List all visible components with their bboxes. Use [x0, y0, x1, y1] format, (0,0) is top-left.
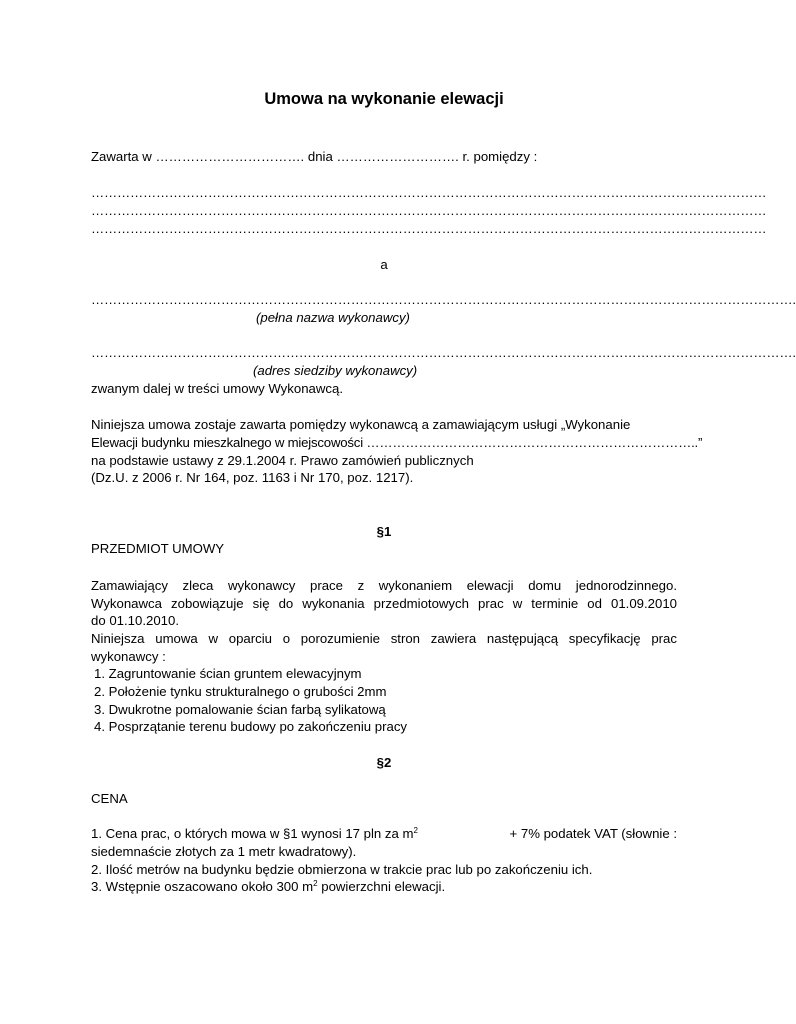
intro-line-1: Niniejsza umowa zostaje zawarta pomiędzy wykonawcą a zamawiającym usługi „Wykonanie [91, 417, 631, 432]
contractor-hereinafter: zwanym dalej w treści umowy Wykonawcą. [91, 381, 343, 396]
party-dots-line-1: ………………………………………………………………………………………………………………………………………… [91, 185, 767, 200]
intro-line-3: na podstawie ustawy z 29.1.2004 r. Prawo zamówień publicznych [91, 453, 474, 468]
measurement-line: 2. Ilość metrów na budynku będzie obmierzona w trakcie prac lub po zakończeniu ich. [91, 862, 593, 877]
contractor-address-dots-line: ………………………………………………………………………………………………………………………………………………. [91, 345, 796, 360]
party-dots-line-2: ………………………………………………………………………………………………………………………………………… [91, 203, 767, 218]
section-1-spec-line-2: wykonawcy : [91, 649, 166, 664]
spec-list-item: 1. Zagruntowanie ścian gruntem elewacyjnym [94, 666, 362, 681]
section-1-para-line-3: do 01.10.2010. [91, 613, 179, 628]
section-1-para-line-1: Zamawiający zleca wykonawcy prace z wykonaniem elewacji domu jednorodzinnego. [91, 578, 677, 593]
price-text-b: + 7% podatek VAT (słownie : [509, 826, 677, 841]
contractor-name-caption: (pełna nazwa wykonawcy) [256, 310, 410, 325]
section-1-para-line-2: Wykonawca zobowiązuje się do wykonania przedmiotowych prac w terminie od 01.09.2010 [91, 596, 677, 611]
place-date-line: Zawarta w ……………………………. dnia ………………………. r. pomiędzy : [91, 149, 538, 164]
spec-list-item: 3. Dwukrotne pomalowanie ścian farbą sylikatową [94, 702, 386, 717]
section-2-number: §2 [376, 755, 392, 770]
spec-list-item: 4. Posprzątanie terenu budowy po zakończeniu pracy [94, 719, 408, 734]
price-text-a: 1. Cena prac, o których mowa w §1 wynosi 17 pln za $m^2$ [91, 826, 418, 841]
section-2-heading: CENA [91, 791, 128, 806]
price-unit-superscript: 2 [413, 826, 418, 835]
area-unit-superscript: 2 [313, 879, 318, 888]
price-line-2: siedemnaście złotych za 1 metr kwadratowy). [91, 844, 357, 859]
area-estimate-line: 3. Wstępnie oszacowano około 300 $m^2$ powierzchni elewacji. [91, 879, 446, 894]
section-1-number: §1 [376, 524, 392, 539]
contractor-name-dots-line: ………………………………………………………………………………………………………………………………………………. [91, 292, 796, 307]
section-1-spec-line-1: Niniejsza umowa w oparciu o porozumienie stron zawiera następującą specyfikację prac [91, 631, 677, 646]
document-title: Umowa na wykonanie elewacji [264, 90, 504, 108]
section-1-heading: PRZEDMIOT UMOWY [91, 541, 225, 556]
contractor-address-caption: (adres siedziby wykonawcy) [253, 363, 418, 378]
party-dots-line-3: ………………………………………………………………………………………………………………………………………… [91, 221, 767, 236]
price-line-1 [91, 825, 677, 843]
and-separator: a [380, 257, 388, 272]
intro-line-4: (Dz.U. z 2006 r. Nr 164, poz. 1163 i Nr 170, poz. 1217). [91, 470, 414, 485]
spec-list-item: 2. Położenie tynku strukturalnego o grubości 2mm [94, 684, 387, 699]
intro-line-2: Elewacji budynku mieszkalnego w miejscowości …………………………………………………………………..” [91, 435, 703, 450]
